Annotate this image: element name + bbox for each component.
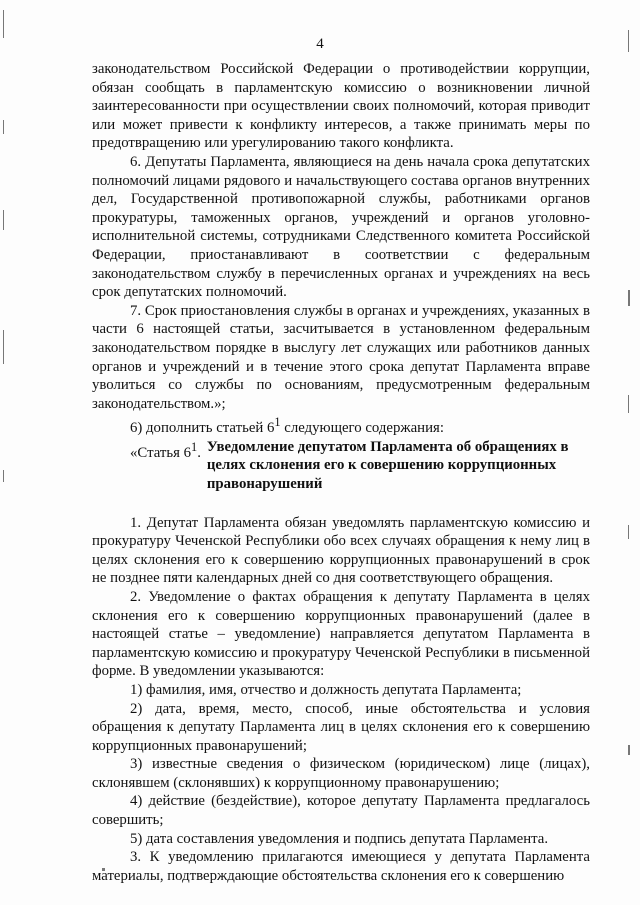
paragraph-continuation: законодательством Российской Федерации о противодействии коррупции, обязан сообщать в парламентскую комиссию о возникновении личной заинтересованности при осуществлении своих полномочий, которая приводит или может привести к конфликту интересов, а также принимать меры по предотвращению или урегулированию такого конфликта. [92, 61, 590, 152]
amendment-line [92, 413, 590, 438]
article-number-text: «Статья 6 [130, 444, 192, 461]
heading-spacer [92, 494, 590, 514]
list-item-3: 3) известные сведения о физическом (юридическом) лице (лицах), склонявшем (склонявших) к коррупционному правонарушению; [92, 756, 590, 791]
list-item-5: 5) дата составления уведомления и подпись депутата Парламента. [130, 830, 549, 847]
paragraph-part-7: 7. Срок приостановления службы в органах и учреждениях, указанных в части 6 настоящей статьи, засчитывается в установленном федеральным законодательством порядке в выслугу лет служащих или работников данных органов и учреждений и в течение этого срока депутат Парламента вправе уволиться со службы по основаниям, предусмотренным федеральным законодательством.»; [92, 302, 590, 412]
article-part-1: 1. Депутат Парламента обязан уведомлять парламентскую комиссию и прокуратуру Чеченской Республики обо всех случаях обращения к нему лиц в целях склонения его к совершению коррупционных правонарушений в срок не позднее пяти календарных дней со дня соответствующего обращения. [92, 514, 590, 587]
article-part-3: 3. К уведомлению прилагаются имеющиеся у депутата Парламента материалы, подтверждающие обстоятельства склонения его к совершению [92, 849, 590, 884]
document-body [92, 60, 590, 885]
article-heading [92, 438, 590, 494]
list-item-1: 1) фамилия, имя, отчество и должность депутата Парламента; [130, 681, 522, 698]
paragraph-part-6: 6. Депутаты Парламента, являющиеся на день начала срока депутатских полномочий лицами рядового и начальствующего состава органов внутренних дел, Государственной противопожарной службы, работниками органов прокуратуры, таможенных органов, учреждений и органов уголовно-исполнительной системы, сотрудниками Следственного комитета Российской Федерации, приостанавливают в соответствии с федеральным законодательством службу в перечисленных органах и учреждениях на весь срок депутатских полномочий. [92, 153, 590, 301]
list-item-2: 2) дата, время, место, способ, иные обстоятельства и условия обращения к депутату Парламента лиц в целях склонения его к совершению коррупционных правонарушений; [92, 700, 590, 754]
article-part-2: 2. Уведомление о фактах обращения к депутату Парламента в целях склонения его к совершению коррупционных правонарушений (далее в настоящей статье – уведомление) направляется депутатом Парламента в парламентскую комиссию и прокуратуру Чеченской Республики в письменной форме. В уведомлении указываются: [92, 588, 590, 680]
article-number-dot: . [197, 444, 201, 461]
article-number-superscript: 1 [191, 439, 198, 454]
amendment-text-after: следующего содержания: [280, 420, 444, 437]
amendment-text-before: 6) дополнить статьей 6 [130, 420, 275, 437]
article-number [92, 438, 207, 494]
list-item-4: 4) действие (бездействие), которое депутату Парламента предлагалось совершить; [92, 793, 590, 829]
amendment-superscript: 1 [274, 415, 281, 430]
page-number: 4 [316, 36, 324, 52]
article-title: Уведомление депутатом Парламента об обращениях в целях склонения его к совершению коррупционных правонарушений [206, 438, 569, 492]
